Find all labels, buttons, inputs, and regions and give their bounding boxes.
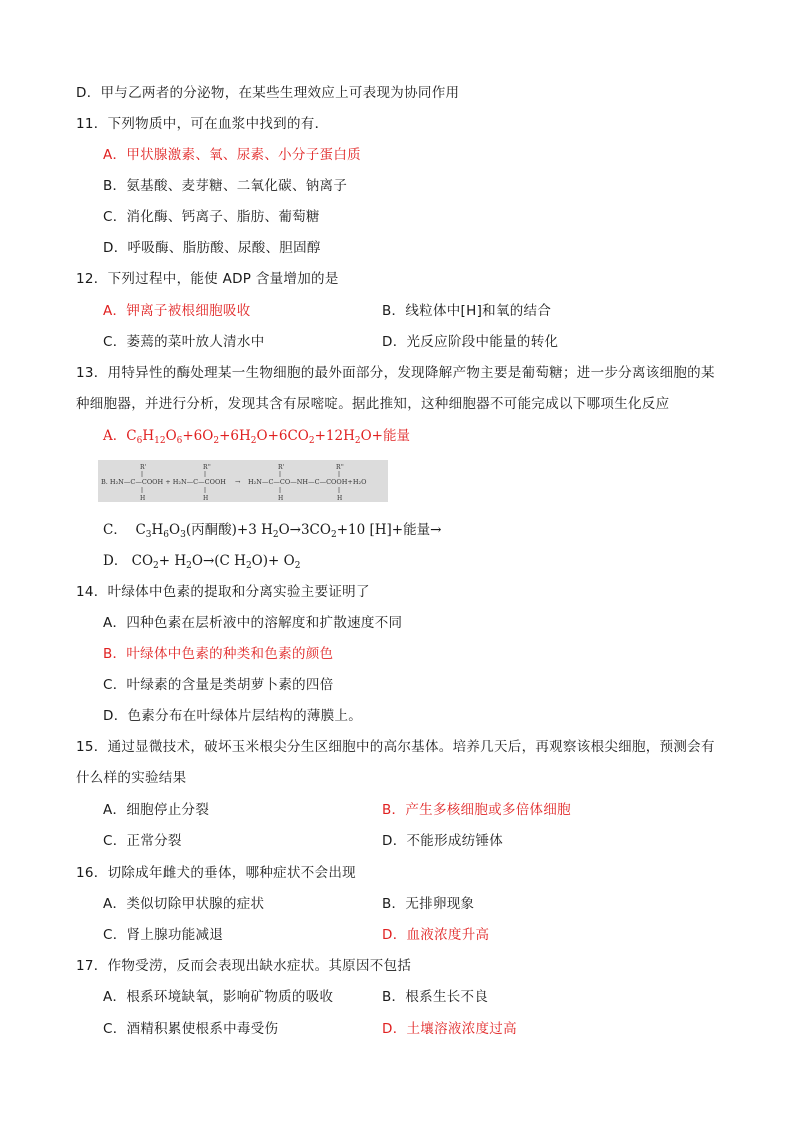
q11-stem: 11．下列物质中，可在血浆中找到的有． — [76, 116, 329, 132]
formula-sub: 2 — [294, 561, 301, 571]
q13-option-d-formula — [103, 552, 300, 570]
formula-sub: 2 — [153, 561, 159, 571]
q14-option-c: C．叶绿素的含量是类胡萝卜素的四倍 — [103, 677, 334, 693]
q15-option-c: C．正常分裂 — [103, 833, 182, 849]
q15-option-a: A．细胞停止分裂 — [103, 802, 210, 818]
q12-option-c: C．萎蔫的菜叶放人清水中 — [103, 334, 265, 350]
formula-text: O→3CO — [278, 522, 331, 538]
formula-sub: 2 — [250, 436, 257, 446]
q17-stem: 17．作物受涝，反而会表现出缺水症状。其原因不包括 — [76, 958, 412, 974]
reaction-arrow: → — [235, 478, 241, 486]
q13-option-a-label: A． — [103, 428, 127, 444]
q12-option-b: B．线粒体中[H]和氧的结合 — [382, 303, 552, 319]
formula-sub: 2 — [308, 436, 315, 446]
formula-text: H — [142, 428, 155, 444]
formula-sub: 3 — [145, 530, 152, 540]
q14-option-a: A．四种色素在层析液中的溶解度和扩散速度不同 — [103, 615, 403, 631]
q12-option-d: D．光反应阶段中能量的转化 — [382, 334, 559, 350]
q13-option-c-label: C． — [103, 522, 127, 538]
q17-option-c: C．酒精积累使根系中毒受伤 — [103, 1021, 279, 1037]
formula-text: +6O — [182, 428, 214, 444]
formula-sub: 2 — [354, 436, 361, 446]
q17-option-d-answer: D．土壤溶液浓度过高 — [382, 1021, 517, 1037]
formula-text: H — [151, 522, 164, 538]
formula-text: CO — [131, 553, 154, 569]
q13-option-d-label: D． — [103, 553, 128, 569]
reaction-h: H — [278, 495, 284, 502]
formula-text: C — [126, 428, 137, 444]
q17-option-a: A．根系环境缺氧，影响矿物质的吸收 — [103, 989, 334, 1005]
formula-text: + H — [158, 553, 187, 569]
formula-text: O)+ O — [251, 553, 295, 569]
q13-option-c-formula — [103, 521, 441, 539]
formula-text: (丙酮酸)+3 H — [185, 522, 273, 538]
formula-text: O+6CO — [256, 428, 309, 444]
reaction-r3: R' — [278, 464, 285, 471]
q14-stem: 14．叶绿体中色素的提取和分离实验主要证明了 — [76, 584, 370, 600]
formula-text: O+能量 — [360, 428, 410, 444]
formula-sub: 6 — [176, 436, 183, 446]
formula-sub: 12 — [154, 436, 166, 446]
q11-option-c: C．消化酶、钙离子、脂肪、葡萄糖 — [103, 209, 320, 225]
q13-option-a-formula-answer — [103, 427, 410, 445]
q11-option-d: D．呼吸酶、脂肪酸、尿酸、胆固醇 — [103, 240, 321, 256]
reaction-h: H — [203, 495, 209, 502]
q15-option-b-answer: B．产生多核细胞或多倍体细胞 — [382, 802, 571, 818]
formula-text: +10 [H]+能量→ — [336, 522, 442, 538]
q16-option-c: C．肾上腺功能减退 — [103, 927, 224, 943]
q11-option-a-answer: A．甲状腺激素、氧、尿素、小分子蛋白质 — [103, 147, 361, 163]
formula-sub: 3 — [180, 530, 186, 540]
q16-option-a: A．类似切除甲状腺的症状 — [103, 896, 265, 912]
formula-sub: 2 — [186, 561, 192, 571]
reaction-h: H — [337, 495, 343, 502]
q16-option-d-answer: D．血液浓度升高 — [382, 927, 490, 943]
formula-sub: 6 — [163, 530, 170, 540]
q15-stem-line1: 15．通过显微技术，破坏玉米根尖分生区细胞中的高尔基体。培养几天后，再观察该根尖细胞，预测会有 — [76, 739, 715, 755]
q15-option-d: D．不能形成纺锤体 — [382, 833, 504, 849]
formula-sub: 2 — [213, 436, 220, 446]
formula-text: +6H — [219, 428, 251, 444]
formula-sub: 2 — [245, 561, 252, 571]
q13-stem-line1: 13．用特异性的酶处理某一生物细胞的最外面部分，发现降解产物主要是葡萄糖；进一步分离该细胞的某 — [76, 365, 715, 381]
formula-text: O→(C H — [191, 553, 246, 569]
q15-stem-line2: 什么样的实验结果 — [76, 770, 187, 786]
formula-text: +12H — [314, 428, 355, 444]
q12-option-a-answer: A．钾离子被根细胞吸收 — [103, 303, 251, 319]
formula-text: O — [165, 428, 177, 444]
formula-text: O — [169, 522, 181, 538]
q17-option-b: B．根系生长不良 — [382, 989, 489, 1005]
q13-stem-line2: 种细胞器，并进行分析，发现其含有尿嘧啶。据此推知，这种细胞器不可能完成以下哪项生化反应 — [76, 396, 670, 412]
reaction-right-side: H₂N—C—CO—NH—C—COOH+H₂O — [248, 478, 367, 486]
reaction-left-side: B. H₂N—C—COOH + H₂N—C—COOH — [101, 478, 226, 486]
formula-sub: 6 — [136, 436, 143, 446]
reaction-r4: R'' — [336, 464, 344, 471]
formula-sub: 2 — [272, 530, 279, 540]
formula-sub: 2 — [330, 530, 337, 540]
formula-text: C — [135, 522, 146, 538]
q10-option-d: D．甲与乙两者的分泌物，在某些生理效应上可表现为协同作用 — [76, 85, 460, 101]
q16-option-b: B．无排卵现象 — [382, 896, 475, 912]
q16-stem: 16．切除成年雌犬的垂体，哪种症状不会出现 — [76, 865, 356, 881]
q13-option-b-reaction-image — [98, 460, 388, 502]
q14-option-b-answer: B．叶绿体中色素的种类和色素的颜色 — [103, 646, 334, 662]
q11-option-b: B．氨基酸、麦芽糖、二氧化碳、钠离子 — [103, 178, 348, 194]
reaction-h: H — [140, 495, 146, 502]
q12-stem: 12．下列过程中，能使 ADP 含量增加的是 — [76, 271, 339, 287]
q14-option-d: D．色素分布在叶绿体片层结构的薄膜上。 — [103, 708, 363, 724]
reaction-r2: R'' — [203, 464, 211, 471]
reaction-r1: R' — [140, 464, 147, 471]
